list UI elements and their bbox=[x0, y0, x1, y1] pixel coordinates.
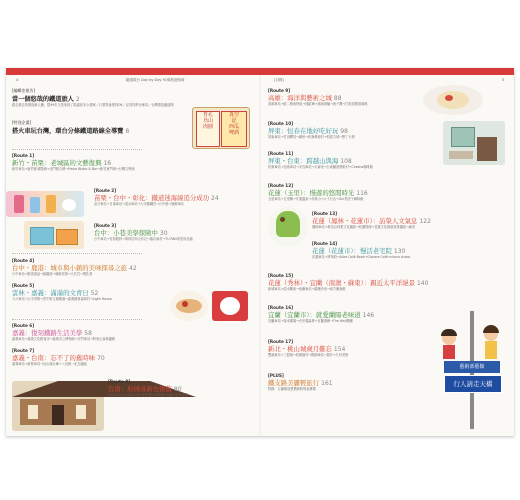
station-door bbox=[52, 405, 64, 425]
route-no: [Route 16] bbox=[268, 305, 294, 310]
route-title[interactable]: 宜蘭（宜蘭市）：就愛蘭陽老味道 bbox=[268, 311, 361, 319]
route-title[interactable]: 花蓮（玉里）：慢遊的悠閒時光 bbox=[268, 189, 355, 197]
right-page bbox=[268, 83, 508, 433]
right-running-label: [目錄] bbox=[274, 78, 284, 82]
sign-text: 酒 bbox=[234, 130, 240, 136]
route-page: 116 bbox=[356, 190, 368, 197]
route-no: [Route 8] bbox=[108, 379, 131, 384]
route-page: 30 bbox=[159, 230, 168, 237]
sign-board-top: 藝術部藝館 bbox=[444, 361, 500, 373]
route-desc: 高雄車站→駁二藝術特區→棧貳庫→旗津渡輪→西子灣→打狗英國領事館 bbox=[268, 102, 368, 106]
route-desc: 台中車站→宮原眼科→第四信用合作社→審計新村→TU PAN家居用品館 bbox=[94, 237, 193, 241]
route-no: [Route 12] bbox=[268, 183, 294, 188]
route-7 bbox=[12, 348, 212, 366]
shaved-ice-photo bbox=[170, 291, 208, 321]
station-window bbox=[76, 405, 86, 419]
route-no: [Route 11] bbox=[268, 151, 294, 156]
route-page: 42 bbox=[129, 265, 137, 272]
route-page: 130 bbox=[393, 248, 406, 255]
dessert-topping bbox=[176, 299, 202, 313]
sign-photo bbox=[192, 107, 250, 149]
route-desc: 枋寮車站→加祿車站→多良車站→太麻里→台東鐵道藝術村→Chesha咖啡館 bbox=[268, 165, 373, 169]
plus-label: [PLUS] bbox=[268, 373, 284, 378]
route-title[interactable]: 雲林・嘉義：滿滿的文青日 bbox=[12, 289, 89, 297]
route-no: [Route 14] bbox=[312, 241, 338, 246]
gift-box-2 bbox=[56, 229, 78, 245]
route-title[interactable]: 嘉義：復刻鐵路生活美學 bbox=[12, 329, 83, 337]
boy-hair bbox=[441, 329, 457, 336]
ice-bean bbox=[280, 217, 285, 222]
plus-desc: 附錄：台鐵環島票價與時刻表導覽 bbox=[268, 387, 316, 391]
route-desc: 新竹車站→新竹都城隍廟→北門街古蹟→Plaice Bistro & Bar→新竹東門城→台灣文學館 bbox=[12, 167, 135, 171]
dessert-bean bbox=[182, 301, 188, 307]
left-running-title: 鐵道環台 Day by Day 91條旅遊路線 bbox=[126, 78, 185, 82]
sign-text: 西 bbox=[228, 124, 234, 130]
sign-board-bottom: 行人請走天橋 bbox=[444, 375, 502, 393]
route-15 bbox=[268, 273, 508, 291]
feature-section bbox=[12, 120, 192, 135]
route-4 bbox=[12, 258, 252, 276]
route-title[interactable]: 花蓮（花蓮市）：慢活老宅院 bbox=[312, 247, 392, 255]
cafe-window bbox=[451, 127, 475, 147]
sign-text: 啤 bbox=[228, 130, 234, 136]
route-no: [Route 13] bbox=[312, 211, 338, 216]
plus-section bbox=[268, 373, 438, 391]
route-14 bbox=[312, 241, 508, 259]
route-page: 108 bbox=[340, 158, 352, 165]
route-desc: 台中車站→勤美誠品→綠園道→鹿港老街→天后宮→摸乳巷 bbox=[12, 272, 93, 276]
route-no: [Route 15] bbox=[268, 273, 294, 278]
route-desc: 雙溪車站→三貂嶺→侯硐貓村→猴硐車站→瑞芳→九份老街 bbox=[268, 353, 349, 357]
station-photo bbox=[12, 381, 104, 431]
route-title[interactable]: 台中・鹿港：城市與小鎮的美味探尋之旅 bbox=[12, 264, 128, 272]
route-no: [Route 9] bbox=[268, 88, 291, 93]
route-2 bbox=[94, 188, 252, 206]
right-page-number: 5 bbox=[502, 78, 505, 82]
route-page: 146 bbox=[362, 312, 375, 319]
route-desc: 花蓮車站→將軍府→Alice Café Book→Giocare Café→choco choco bbox=[312, 255, 411, 259]
route-title[interactable]: 台南：府城尋新也懷舊 bbox=[108, 385, 172, 393]
route-page: 52 bbox=[90, 290, 99, 297]
cup bbox=[220, 297, 240, 315]
route-9 bbox=[268, 88, 418, 106]
route-page: 24 bbox=[211, 195, 219, 202]
route-page: 122 bbox=[419, 218, 431, 225]
gift-box-1 bbox=[30, 227, 54, 245]
figures-illustration bbox=[440, 311, 506, 431]
route-5 bbox=[12, 283, 162, 301]
route-page: 16 bbox=[103, 160, 112, 167]
sign-text: 肉圓 bbox=[202, 124, 213, 130]
route-desc: 鳳林車站→林田山林業文化園區→松園別館→花蓮文化創意產業園區→扁食 bbox=[312, 225, 416, 229]
editor-title[interactable]: 當一個悠哉的鐵道旅人 bbox=[12, 96, 74, 103]
route-title[interactable]: 苗栗・台中・彰化：鐵道迷海線追分成功 bbox=[94, 194, 210, 202]
route-title[interactable]: 屏東・台東：跨越山與海 bbox=[268, 157, 339, 165]
route-16 bbox=[268, 305, 438, 323]
route-desc: 屏東車站→竹田驛站→潮州→枋寮藝術村→恒春古城→墾丁大街 bbox=[268, 135, 355, 139]
route-no: [Route 17] bbox=[268, 339, 294, 344]
ice-mound bbox=[276, 211, 300, 237]
girl-hair bbox=[483, 325, 499, 333]
route-no: [Route 7] bbox=[12, 348, 35, 353]
editor-body: 跟走最去的環島線人種，從99年又是來到了隨處回本小週來／只要等會感到OK／記得同學步係馬／台灣環島鐵道路 bbox=[12, 103, 174, 107]
route-no: [Route 3] bbox=[94, 223, 117, 228]
route-no: [Route 1] bbox=[12, 153, 35, 158]
route-title[interactable]: 台中：小巷美學探險中 bbox=[94, 229, 158, 237]
route-no: [Route 4] bbox=[12, 258, 35, 263]
plate-garnish bbox=[445, 95, 453, 101]
book-spread bbox=[6, 68, 514, 436]
route-page: 70 bbox=[97, 355, 105, 362]
girl-dress bbox=[485, 341, 497, 359]
route-title[interactable]: 高雄：海洋與藝術之城 bbox=[268, 94, 332, 102]
sign-text: 烏山 bbox=[202, 118, 213, 124]
route-desc: 嘉義車站→嘉義文化路夜市→嘉義市立博物館→北門車站→阿里山森林鐵路 bbox=[12, 337, 116, 341]
station-window bbox=[28, 405, 38, 419]
route-17 bbox=[268, 339, 438, 357]
route-1 bbox=[12, 153, 187, 171]
sign-text: 育孔 bbox=[202, 112, 213, 118]
divider bbox=[12, 319, 142, 320]
plate-food bbox=[437, 91, 469, 109]
route-8 bbox=[108, 379, 252, 397]
divider bbox=[12, 149, 142, 150]
gutter bbox=[259, 75, 261, 436]
cafe-door bbox=[477, 137, 497, 161]
drink-bowl bbox=[62, 199, 76, 211]
route-page: 98 bbox=[340, 128, 348, 135]
route-title[interactable]: 花蓮（鳳林・花蓮市）：訪榮人文氣息 bbox=[312, 217, 418, 225]
route-no: [Route 5] bbox=[12, 283, 35, 288]
sign-text: 記 bbox=[231, 118, 237, 124]
route-desc: 新城車站→清水斷崖→南澳車站→蘇澳冷泉→南方澳漁港 bbox=[268, 287, 346, 291]
boy-shirt bbox=[443, 345, 455, 359]
divider bbox=[12, 253, 142, 254]
route-page: 140 bbox=[416, 280, 429, 287]
route-13 bbox=[312, 211, 508, 229]
route-3 bbox=[94, 223, 252, 241]
route-title[interactable]: 屏東：恒春在地好吃好玩 bbox=[268, 127, 339, 135]
editor-section bbox=[12, 88, 182, 107]
route-desc: 宜蘭車站→幾米廣場→丟丟噹森林→宜蘭酒廠→The Wall樂團 bbox=[268, 319, 353, 323]
drink-cup-photo bbox=[212, 291, 248, 321]
route-no: [Route 10] bbox=[268, 121, 294, 126]
route-title[interactable]: 新竹・苗栗：老城區的文藝復興 bbox=[12, 159, 102, 167]
feature-title[interactable]: 搭火車玩台灣，環台分條鐵道路線全導覽 bbox=[12, 128, 124, 135]
drinks-photo bbox=[6, 191, 84, 217]
route-desc: 台南車站→台南林百貨→赤崁樓→神農街→孔廟→安平老街 bbox=[108, 393, 189, 397]
feature-heading: [特別企畫] bbox=[12, 120, 32, 125]
route-title[interactable]: 新北・桃山城歲月難忘 bbox=[268, 345, 332, 353]
route-10 bbox=[268, 121, 418, 139]
route-desc: 嘉義車站→新營車站→烏山頭水庫→八田與一紀念園區 bbox=[12, 362, 87, 366]
route-desc: 玉里車站→玉里麵→安通溫泉→赤科山→六十石山→Oui老房子咖啡館 bbox=[268, 197, 364, 201]
plus-title[interactable]: 鐵支路美麗輕旅行 bbox=[268, 379, 320, 387]
left-page-number: 4 bbox=[16, 78, 19, 82]
editor-heading: [編輯室報告] bbox=[12, 88, 36, 93]
top-red-band bbox=[6, 68, 514, 75]
route-page: 80 bbox=[173, 386, 182, 393]
sign-board-left bbox=[196, 111, 220, 147]
sign-text: 瓜 bbox=[234, 124, 240, 130]
gift-photo bbox=[24, 221, 84, 249]
route-no: [Route 6] bbox=[12, 323, 35, 328]
route-12 bbox=[268, 183, 508, 201]
route-title[interactable]: 嘉義・台南：忘不了的舊時味 bbox=[12, 354, 96, 362]
sign-board-right bbox=[221, 111, 247, 147]
route-page: 154 bbox=[333, 346, 346, 353]
sign-text: 真空 bbox=[228, 112, 239, 118]
cafe-bench bbox=[449, 151, 473, 159]
route-desc: 斗六車站→太平老街→雲中街文創聚落→嘉義檜意森林村→Light House bbox=[12, 297, 112, 301]
route-page: 58 bbox=[84, 330, 92, 337]
matcha-ice-photo bbox=[268, 207, 308, 247]
route-6 bbox=[12, 323, 212, 341]
route-11 bbox=[268, 151, 438, 169]
drink-glass-1 bbox=[14, 195, 24, 213]
route-page: 88 bbox=[333, 95, 342, 102]
route-no: [Route 2] bbox=[94, 188, 117, 193]
route-desc: 追分車站→日南車站→清水車站→大甲鎮瀾宮→台中港→鹿港車站 bbox=[94, 202, 184, 206]
plus-page: 161 bbox=[321, 380, 333, 387]
left-page bbox=[12, 83, 252, 433]
editor-page: 2 bbox=[75, 96, 80, 103]
drink-glass-2 bbox=[30, 197, 40, 213]
drink-glass-3 bbox=[46, 195, 56, 213]
cafe-photo bbox=[443, 121, 505, 165]
feature-page: 8 bbox=[125, 128, 130, 135]
food-plate-photo bbox=[423, 85, 483, 115]
route-title[interactable]: 花蓮（秀林）・宜蘭（南澳・蘇東）：親近太平洋絕景 bbox=[268, 279, 415, 287]
